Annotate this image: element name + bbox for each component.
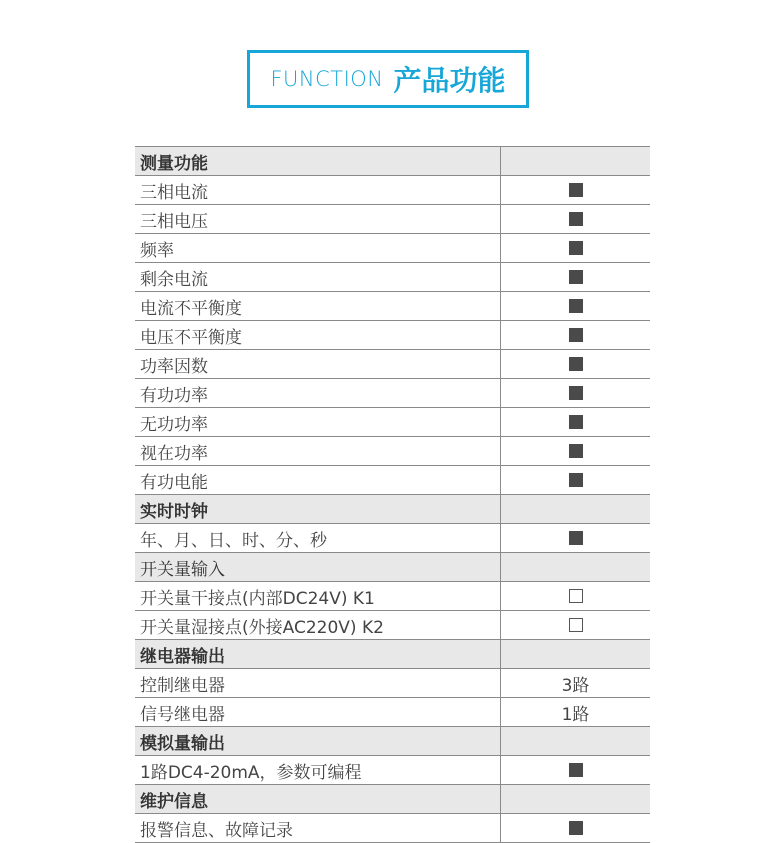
function-label: 剩余电流 xyxy=(135,263,501,292)
support-cell xyxy=(501,321,651,350)
function-label: 电压不平衡度 xyxy=(135,321,501,350)
support-cell xyxy=(501,785,651,814)
table-row xyxy=(135,321,650,350)
support-cell xyxy=(501,205,651,234)
support-cell xyxy=(501,147,651,176)
filled-square-icon xyxy=(569,444,583,458)
section-label: 模拟量输出 xyxy=(135,727,501,756)
section-row xyxy=(135,147,650,176)
table-row xyxy=(135,176,650,205)
title-chinese: 产品功能 xyxy=(393,64,506,97)
support-cell xyxy=(501,698,651,727)
function-label: 无功功率 xyxy=(135,408,501,437)
filled-square-icon xyxy=(569,821,583,835)
filled-square-icon xyxy=(569,415,583,429)
support-cell xyxy=(501,727,651,756)
section-row xyxy=(135,495,650,524)
section-label: 继电器输出 xyxy=(135,640,501,669)
count-value: 1路 xyxy=(561,704,590,725)
table-row xyxy=(135,466,650,495)
filled-square-icon xyxy=(569,270,583,284)
filled-square-icon xyxy=(569,763,583,777)
table-row xyxy=(135,669,650,698)
filled-square-icon xyxy=(569,473,583,487)
support-cell xyxy=(501,292,651,321)
support-cell xyxy=(501,640,651,669)
empty-square-icon xyxy=(569,618,583,632)
table-row xyxy=(135,524,650,553)
support-cell xyxy=(501,234,651,263)
filled-square-icon xyxy=(569,299,583,313)
section-row xyxy=(135,785,650,814)
function-label: 信号继电器 xyxy=(135,698,501,727)
support-cell xyxy=(501,553,651,582)
table-row xyxy=(135,234,650,263)
table-row xyxy=(135,292,650,321)
function-table-body xyxy=(135,147,650,843)
section-row xyxy=(135,727,650,756)
table-row xyxy=(135,408,650,437)
function-label: 1路DC4-20mA，参数可编程 xyxy=(135,756,501,785)
section-label: 开关量输入 xyxy=(135,553,501,582)
table-row xyxy=(135,437,650,466)
section-row xyxy=(135,640,650,669)
support-cell xyxy=(501,814,651,843)
support-cell xyxy=(501,611,651,640)
support-cell xyxy=(501,582,651,611)
support-cell xyxy=(501,350,651,379)
support-cell xyxy=(501,408,651,437)
support-cell xyxy=(501,176,651,205)
section-label: 测量功能 xyxy=(135,147,501,176)
table-row xyxy=(135,379,650,408)
function-label: 有功功率 xyxy=(135,379,501,408)
filled-square-icon xyxy=(569,386,583,400)
function-label: 开关量湿接点(外接AC220V) K2 xyxy=(135,611,501,640)
filled-square-icon xyxy=(569,328,583,342)
empty-square-icon xyxy=(569,589,583,603)
section-label: 维护信息 xyxy=(135,785,501,814)
function-label: 三相电流 xyxy=(135,176,501,205)
count-value: 3路 xyxy=(561,675,590,696)
function-label: 报警信息、故障记录 xyxy=(135,814,501,843)
function-table xyxy=(135,146,650,843)
support-cell xyxy=(501,379,651,408)
support-cell xyxy=(501,495,651,524)
table-row xyxy=(135,350,650,379)
function-label: 控制继电器 xyxy=(135,669,501,698)
function-label: 三相电压 xyxy=(135,205,501,234)
filled-square-icon xyxy=(569,531,583,545)
function-label: 功率因数 xyxy=(135,350,501,379)
table-row xyxy=(135,582,650,611)
function-label: 视在功率 xyxy=(135,437,501,466)
support-cell xyxy=(501,756,651,785)
support-cell xyxy=(501,437,651,466)
support-cell xyxy=(501,466,651,495)
table-row xyxy=(135,611,650,640)
function-label: 开关量干接点(内部DC24V) K1 xyxy=(135,582,501,611)
function-label: 年、月、日、时、分、秒 xyxy=(135,524,501,553)
table-row xyxy=(135,698,650,727)
support-cell xyxy=(501,263,651,292)
section-row xyxy=(135,553,650,582)
table-row xyxy=(135,756,650,785)
filled-square-icon xyxy=(569,241,583,255)
table-row xyxy=(135,205,650,234)
support-cell xyxy=(501,524,651,553)
title-box xyxy=(247,50,529,108)
function-label: 频率 xyxy=(135,234,501,263)
table-row xyxy=(135,814,650,843)
filled-square-icon xyxy=(569,357,583,371)
title-english: FUNCTION xyxy=(270,67,384,91)
filled-square-icon xyxy=(569,183,583,197)
filled-square-icon xyxy=(569,212,583,226)
function-label: 有功电能 xyxy=(135,466,501,495)
support-cell xyxy=(501,669,651,698)
function-label: 电流不平衡度 xyxy=(135,292,501,321)
table-row xyxy=(135,263,650,292)
section-label: 实时时钟 xyxy=(135,495,501,524)
